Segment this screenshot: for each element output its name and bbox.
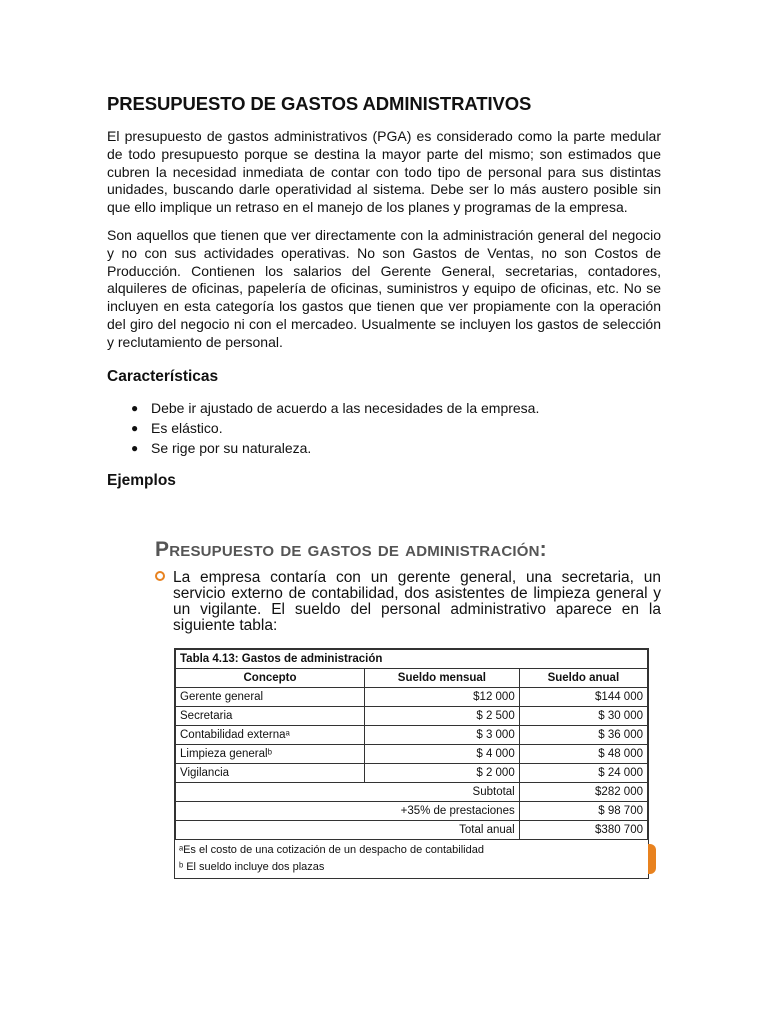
circle-bullet-icon: [155, 571, 165, 581]
table-row: Secretaria $ 2 500 $ 30 000: [176, 707, 648, 726]
column-header-sueldo-anual: Sueldo anual: [519, 669, 647, 688]
table-row: Contabilidad externaᵃ $ 3 000 $ 36 000: [176, 726, 648, 745]
table-footnotes: [175, 840, 648, 878]
caracteristicas-heading: Características: [107, 367, 219, 385]
footnote-a: ᵃEs el costo de una cotización de un despacho de contabilidad: [179, 844, 484, 856]
example-slide-image: [155, 538, 670, 878]
bullet-icon: ●: [131, 440, 139, 455]
ejemplos-heading: Ejemplos: [107, 471, 176, 489]
table-row: Vigilancia $ 2 000 $ 24 000: [176, 764, 648, 783]
footnote-b: ᵇ El sueldo incluye dos plazas: [179, 861, 325, 873]
paragraph-intro: El presupuesto de gastos administrativos (PGA) es considerado como la parte medular de todo presupuesto porque se destina la mayor parte del mismo; son estimados que cubren la necesidad inmediata de contar con todo tipo de personal para sus distintas unidades, buscando darle operatividad al sistema. Debe ser lo más austero posible sin que ello implique un retraso en el manejo de los planes y programas de la empresa.: [107, 128, 661, 216]
total-anual-row: Total anual $380 700: [176, 821, 648, 840]
orange-tab-decoration: [648, 844, 656, 874]
subtotal-row: Subtotal $282 000: [176, 783, 648, 802]
document-page: [107, 93, 661, 502]
table-row: Limpieza generalᵇ $ 4 000 $ 48 000: [176, 745, 648, 764]
slide-title: Presupuesto de gastos de administración:: [155, 538, 547, 561]
table-row: Gerente general $12 000 $144 000: [176, 688, 648, 707]
list-item: ● Debe ir ajustado de acuerdo a las necesidades de la empresa.: [131, 399, 540, 416]
column-header-sueldo-mensual: Sueldo mensual: [365, 669, 520, 688]
list-item: ● Es elástico.: [131, 419, 223, 436]
gastos-table: [174, 648, 649, 879]
table-caption: Tabla 4.13: Gastos de administración: [176, 650, 648, 669]
paragraph-definition: Son aquellos que tienen que ver directamente con la administración general del negocio y no con sus actividades operativas. No son Gastos de Ventas, no son Costos de Producción. Contienen los salarios del Gerente General, secretarias, contadores, alquileres de oficinas, papelería de oficinas, suministros y equipo de oficinas, etc. No se incluyen en esta categoría los gastos que tienen que ver propiamente con la operación del giro del negocio ni con el mercadeo. Usualmente se incluyen los gastos de selección y reclutamiento de personal.: [107, 226, 661, 350]
column-header-concepto: Concepto: [176, 669, 365, 688]
bullet-icon: ●: [131, 420, 139, 435]
bullet-icon: ●: [131, 400, 139, 415]
list-item: ● Se rige por su naturaleza.: [131, 439, 312, 456]
document-title: PRESUPUESTO DE GASTOS ADMINISTRATIVOS: [107, 93, 532, 114]
slide-bullet-text: La empresa contaría con un gerente general, una secretaria, un servicio externo de contabilidad, dos asistentes de limpieza general y un vigilante. El sueldo del personal administrativo aparece en la siguiente tabla:: [155, 570, 661, 634]
prestaciones-row: +35% de prestaciones $ 98 700: [176, 802, 648, 821]
caracteristicas-list: [107, 398, 661, 458]
